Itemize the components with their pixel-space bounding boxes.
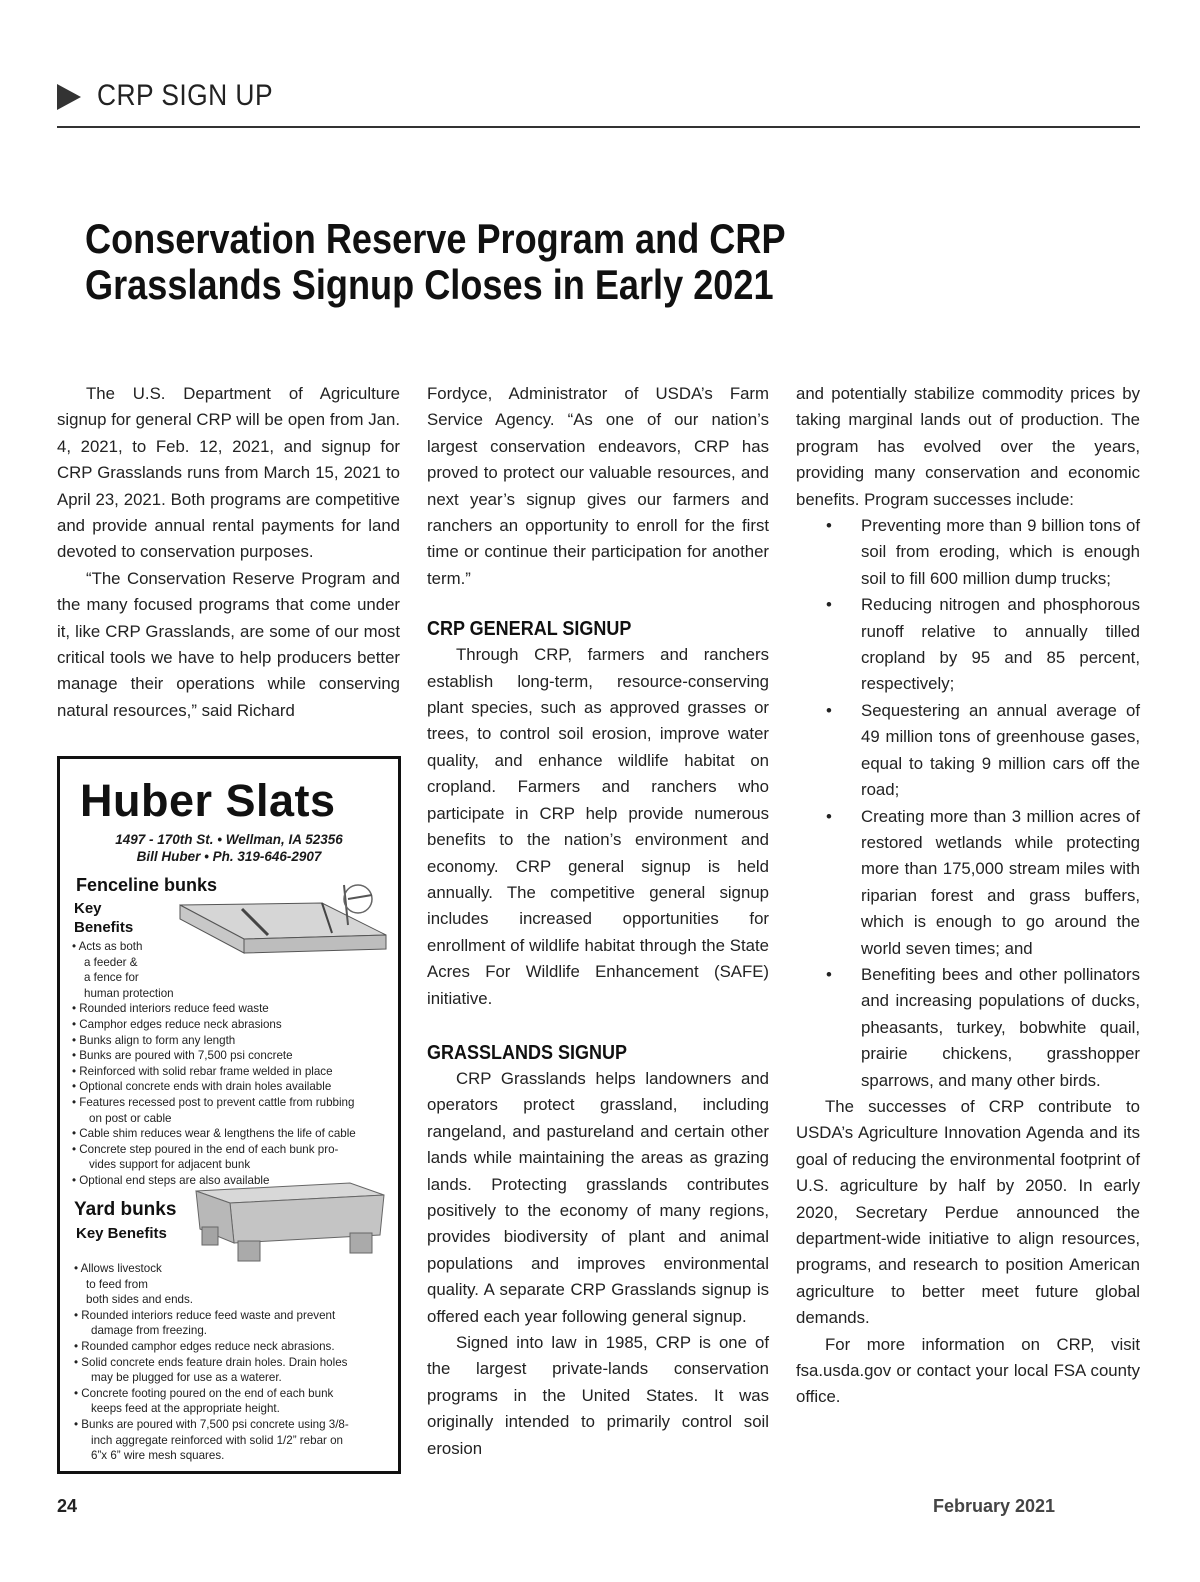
col3-paragraph-3: For more information on CRP, visit fsa.usda.gov or contact your local FSA county office. bbox=[796, 1334, 1140, 1407]
success-bullet: • Sequestering an annual average of 49 million tons of greenhouse gases, equal to taking 9 million cars off the road; bbox=[796, 698, 1140, 804]
fenceline-benefit: • Features recessed post to prevent cattle from rubbing bbox=[72, 1095, 355, 1109]
subhead-crp-general-signup: CRP GENERAL SIGNUP bbox=[427, 618, 632, 641]
success-bullet: • Benefiting bees and other pollinators and increasing populations of ducks, pheasants, turkey, bobwhite quail, prairie chickens, grasshopper sparrows, and many other birds. bbox=[796, 962, 1140, 1094]
column-3 bbox=[796, 381, 1140, 1411]
bullet-dot-icon: • bbox=[826, 806, 832, 826]
success-bullet: • Reducing nitrogen and phosphorous runoff relative to annually tilled cropland by 95 and 85 percent, respectively; bbox=[796, 592, 1140, 698]
fenceline-benefit: • Bunks are poured with 7,500 psi concrete bbox=[72, 1049, 293, 1063]
yard-benefit: may be plugged for use as a waterer. bbox=[91, 1371, 282, 1385]
fenceline-benefit: a feeder & bbox=[84, 955, 138, 969]
col1-paragraph-2: “The Conservation Reserve Program and the many focused programs that come under it, like CRP Grasslands, are some of our most critical tools we have to help producers better manage their operations while conserving natural resources,” said Richard bbox=[57, 568, 400, 720]
issue-date: February 2021 bbox=[933, 1496, 1056, 1516]
ad-contact: Bill Huber • Ph. 319-646-2907 bbox=[136, 849, 322, 864]
ad-address: 1497 - 170th St. • Wellman, IA 52356 bbox=[115, 832, 343, 847]
program-successes-list bbox=[796, 513, 1140, 1094]
column-1 bbox=[57, 381, 400, 724]
title-line-1: Conservation Reserve Program and CRP bbox=[85, 215, 786, 262]
column-2 bbox=[427, 381, 769, 1462]
section-label: CRP SIGN UP bbox=[97, 79, 273, 112]
col2-paragraph-2: Through CRP, farmers and ranchers establish long-term, resource-conserving plant species, such as approved grasses or trees, to control soil erosion, improve water quality, and enhance wildlife habitat on cropland. Farmers and ranchers who participate in CRP help provide numerous benefits to the nation’s environment and economy. CRP general signup is held annually. The competitive general signup includes increased opportunities for enrollment of wildlife habitat through the State Acres For Wildlife Enhancement (SAFE) initiative. bbox=[427, 645, 769, 1008]
fenceline-benefits-label: Benefits bbox=[74, 919, 134, 936]
section-arrow-icon bbox=[57, 84, 81, 110]
fenceline-benefit: • Camphor edges reduce neck abrasions bbox=[72, 1017, 282, 1031]
col3-paragraph-1: and potentially stabilize commodity prices by taking marginal lands out of production. The program has evolved over the years, providing many conservation and economic benefits. Program successes include: bbox=[796, 384, 1140, 509]
yard-benefit: both sides and ends. bbox=[86, 1293, 193, 1307]
yard-benefit: • Concrete footing poured on the end of each bunk bbox=[74, 1386, 334, 1400]
yard-key-benefits: Key Benefits bbox=[76, 1225, 167, 1242]
article-title bbox=[85, 216, 859, 308]
fenceline-benefit: a fence for bbox=[84, 971, 139, 985]
col3-paragraph-2: The successes of CRP contribute to USDA’s Agriculture Innovation Agenda and its goal of reducing the environmental footprint of U.S. agriculture by half by 2050. In early 2020, Secretary Perdue announced the department-wide initiative to align resources, programs, and research to position American agriculture to better meet future global demands. bbox=[796, 1096, 1140, 1328]
yard-benefits-list bbox=[74, 1261, 349, 1464]
yard-benefit: • Allows livestock bbox=[74, 1262, 162, 1275]
yard-benefit: damage from freezing. bbox=[91, 1324, 207, 1338]
fenceline-benefit: • Rounded interiors reduce feed waste bbox=[72, 1002, 269, 1016]
header-rule bbox=[57, 126, 1140, 128]
yard-benefit: • Solid concrete ends feature drain holes. Drain holes bbox=[74, 1355, 348, 1369]
bullet-dot-icon: • bbox=[826, 516, 832, 536]
fenceline-benefit: • Optional concrete ends with drain holes available bbox=[72, 1080, 332, 1094]
fenceline-heading: Fenceline bunks bbox=[76, 875, 218, 895]
bullet-dot-icon: • bbox=[826, 595, 832, 615]
yard-benefit: • Bunks are poured with 7,500 psi concrete using 3/8- bbox=[74, 1417, 349, 1431]
huber-slats-ad bbox=[57, 756, 401, 1474]
fenceline-benefit: • Acts as both bbox=[72, 940, 143, 953]
yard-benefit: to feed from bbox=[86, 1277, 148, 1291]
success-bullet: • Preventing more than 9 billion tons of soil from eroding, which is enough soil to fill 600 million dump trucks; bbox=[796, 513, 1140, 592]
yard-benefit: 6”x 6” wire mesh squares. bbox=[91, 1449, 225, 1463]
yard-heading: Yard bunks bbox=[74, 1199, 177, 1220]
fenceline-benefits-list bbox=[72, 939, 356, 1189]
yard-bunk-illustration bbox=[190, 1181, 390, 1266]
bullet-dot-icon: • bbox=[826, 964, 832, 984]
yard-benefit: keeps feed at the appropriate height. bbox=[91, 1402, 280, 1416]
col2-paragraph-3: CRP Grasslands helps landowners and operators protect grassland, including rangeland, and pastureland and certain other lands while maintaining the areas as grazing lands. Protecting grasslands contributes positively to the economy of many regions, provides biodiversity of plant and animal populations and improves environmental quality. A separate CRP Grasslands signup is offered each year following general signup. bbox=[427, 1068, 769, 1326]
fenceline-key-label: Key bbox=[74, 900, 102, 917]
fenceline-benefit: • Concrete step poured in the end of each bunk pro- bbox=[72, 1142, 339, 1156]
fenceline-benefit: • Cable shim reduces wear & lengthens the life of cable bbox=[72, 1127, 356, 1141]
ad-brand: Huber Slats bbox=[80, 775, 336, 826]
fenceline-benefit: vides support for adjacent bunk bbox=[89, 1158, 251, 1172]
fenceline-benefit: human protection bbox=[84, 986, 174, 1000]
fenceline-benefit: on post or cable bbox=[89, 1111, 172, 1125]
title-line-2: Grasslands Signup Closes in Early 2021 bbox=[85, 261, 774, 308]
fenceline-benefit: • Reinforced with solid rebar frame welded in place bbox=[72, 1064, 333, 1078]
yard-benefit: • Rounded interiors reduce feed waste and prevent bbox=[74, 1308, 336, 1322]
subhead-grasslands-signup: GRASSLANDS SIGNUP bbox=[427, 1041, 628, 1064]
success-bullet: • Creating more than 3 million acres of restored wetlands while protecting more than 175,000 stream miles with riparian forest and grass buffers, which is enough to go around the world seven times; and bbox=[796, 804, 1140, 962]
fenceline-benefit: • Bunks align to form any length bbox=[72, 1033, 236, 1047]
col2-paragraph-1: Fordyce, Administrator of USDA’s Farm Service Agency. “As one of our nation’s largest conservation endeavors, CRP has proved to protect our valuable resources, and next year’s signup gives our farmers and ranchers an opportunity to enroll for the first time or continue their participation for another term.” bbox=[427, 384, 769, 588]
col1-paragraph-1: The U.S. Department of Agriculture signup for general CRP will be open from Jan. 4, 2021, to Feb. 12, 2021, and signup for CRP Grasslands runs from March 15, 2021 to April 23, 2021. Both programs are competitive and provide annual rental payments for land devoted to conservation purposes. bbox=[57, 384, 400, 562]
yard-benefit: inch aggregate reinforced with solid 1/2” rebar on bbox=[91, 1433, 343, 1447]
col2-paragraph-4: Signed into law in 1985, CRP is one of the largest private-lands conservation programs in the United States. It was originally intended to primarily control soil erosion bbox=[427, 1333, 769, 1458]
ad-address-block bbox=[60, 831, 398, 865]
yard-benefit: • Rounded camphor edges reduce neck abrasions. bbox=[74, 1339, 335, 1353]
bullet-dot-icon: • bbox=[826, 700, 832, 720]
page-number: 24 bbox=[57, 1496, 78, 1516]
fenceline-benefit: • Optional end steps are also available bbox=[72, 1173, 270, 1187]
